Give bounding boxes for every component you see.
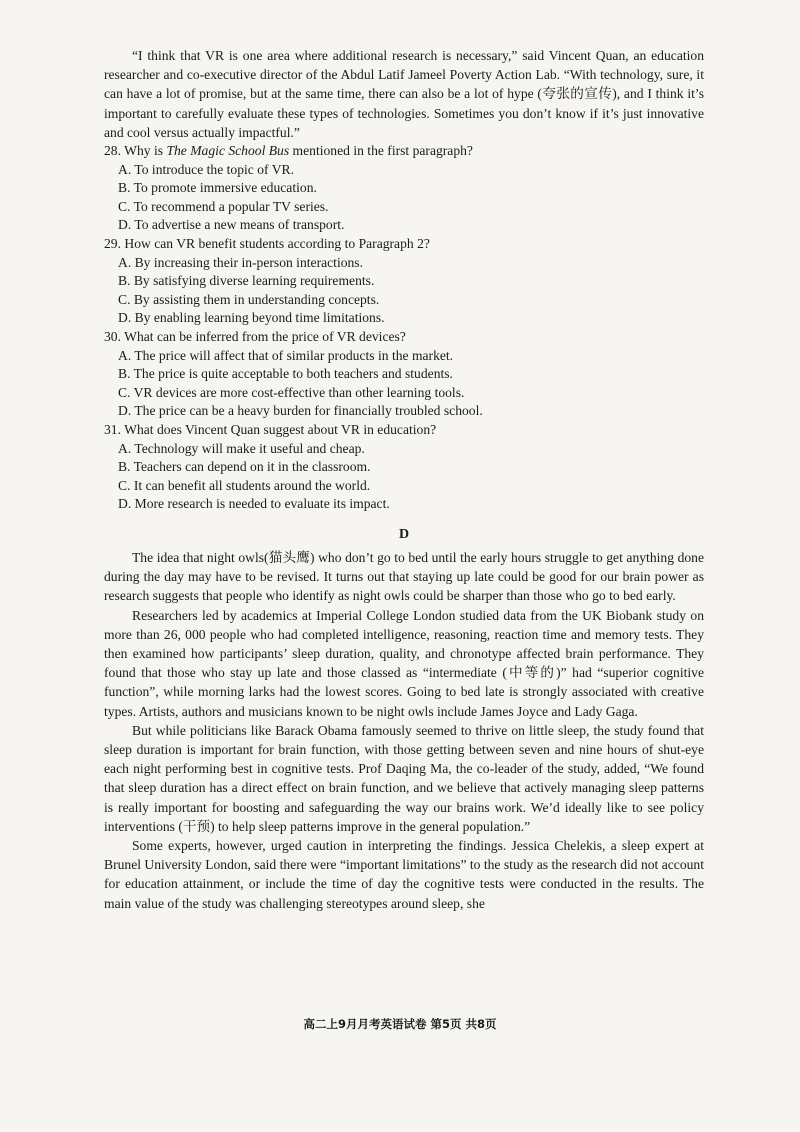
option-d: D. The price can be a heavy burden for financially troubled school. (118, 403, 483, 419)
option-a: A. To introduce the topic of VR. (118, 161, 294, 177)
passage-c-final-paragraph: “I think that VR is one area where additional research is necessary,” said Vincent Quan, an education researcher and co-executive director of the Abdul Latif Jameel Poverty Action Lab. “With technology, sure, it can have a lot of promise, but at the same time, there can also be a lot of hype (夸张的宣传), and I think it’s important to carefully evaluate these types of technologies. Sometimes you don’t know if it’s just innovative and cool versus actually impactful.” (104, 48, 704, 140)
option-d: D. To advertise a new means of transport. (118, 217, 345, 233)
option-c: C. It can benefit all students around the world. (118, 477, 371, 493)
question-stem: 29. How can VR benefit students according to Paragraph 2? (104, 235, 430, 251)
option-b: B. The price is quite acceptable to both teachers and students. (118, 366, 453, 382)
question-stem: 28. Why is The Magic School Bus mentioned in the first paragraph? (104, 143, 473, 159)
option-c: C. VR devices are more cost-effective than other learning tools. (118, 384, 465, 400)
question-30 (104, 328, 704, 421)
question-stem: 31. What does Vincent Quan suggest about VR in education? (104, 421, 437, 437)
question-28 (104, 142, 704, 235)
passage-d-paragraph-4: Some experts, however, urged caution in interpreting the findings. Jessica Chelekis, a sleep expert at Brunel University London, said there were “important limitations” to the study as the research did not account for education attainment, or include the time of day the cognitive tests were conducted in the results. The main value of the study was challenging stereotypes around sleep, she (104, 837, 704, 911)
option-d: D. More research is needed to evaluate its impact. (118, 496, 390, 512)
section-heading-d: D (398, 526, 410, 542)
option-b: B. Teachers can depend on it in the classroom. (118, 459, 371, 475)
option-a: A. Technology will make it useful and cheap. (118, 440, 365, 456)
option-b: B. To promote immersive education. (118, 180, 317, 196)
passage-d-paragraph-3: But while politicians like Barack Obama famously seemed to thrive on little sleep, the study found that sleep duration is important for brain function, with those getting between seven and nine hours of shut-eye each night performing best in cognitive tests. Prof Daqing Ma, the co-leader of the study, added, “We found that sleep duration has a direct effect on brain function, and we believe that actively managing sleep patterns is really important for boosting and safeguarding the way our brains work. We’d ideally like to see policy interventions (干预) to help sleep patterns improve in the general population.” (104, 722, 704, 834)
passage-d-paragraph-1: The idea that night owls(猫头鹰) who don’t go to bed until the early hours struggle to get anything done during the day may have to be revised. It turns out that staying up late could be good for our brain power as research suggests that people who identify as night owls could be sharper than those who go to bed early. (104, 549, 704, 604)
option-d: D. By enabling learning beyond time limitations. (118, 310, 385, 326)
question-29 (104, 235, 704, 328)
passage-d-paragraph-2: Researchers led by academics at Imperial College London studied data from the UK Biobank study on more than 26, 000 people who had completed intelligence, reasoning, reaction time and memory tests. They then examined how participants’ sleep duration, quality, and chronotype affected brain performance. They found that those who stay up late and those classed as “intermediate (中等的)” had “superior cognitive function”, while morning larks had the lowest scores. Going to bed late is strongly associated with creative types. Artists, authors and musicians known to be night owls include James Joyce and Lady Gaga. (104, 607, 704, 719)
option-c: C. By assisting them in understanding concepts. (118, 291, 380, 307)
option-a: A. The price will affect that of similar products in the market. (118, 347, 454, 363)
option-c: C. To recommend a popular TV series. (118, 198, 329, 214)
question-31 (104, 421, 704, 514)
question-stem: 30. What can be inferred from the price of VR devices? (104, 328, 406, 344)
option-a: A. By increasing their in-person interactions. (118, 254, 363, 270)
page-footer: 高二上9月月考英语试卷 第5页 共8页 (303, 1017, 497, 1031)
option-b: B. By satisfying diverse learning requirements. (118, 273, 375, 289)
